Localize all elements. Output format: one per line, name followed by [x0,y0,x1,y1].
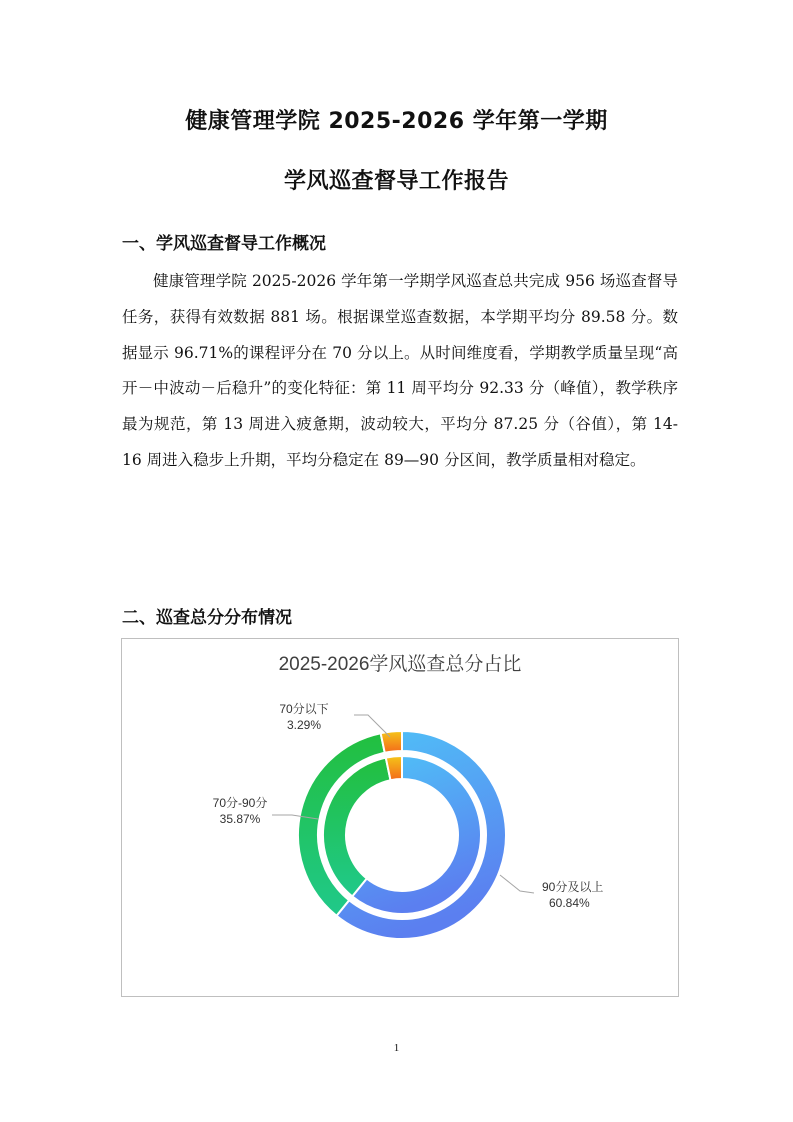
section1-paragraph: 健康管理学院 2025-2026 学年第一学期学风巡查总共完成 956 场巡查督导任务，获得有效数据 881 场。根据课堂巡查数据，本学期平均分 89.58 分。数据显示 96.71%的课程评分在 70 分以上。从时间维度看，学期教学质量呈现“高开－中波动－后稳升”的变化特征：第 11 周平均分 92.33 分（峰值），教学秩序最为规范，第 13 周进入疲惫期，波动较大，平均分 87.25 分（谷值），第 14-16 周进入稳步上升期，平均分稳定在 89—90 分区间，教学质量相对稳定。 [122,272,678,469]
label-category-70-to-90: 70分-90分 [212,796,268,810]
report-title-line1: 健康管理学院 2025-2026 学年第一学期 [185,109,608,134]
label-category-below-70: 70分以下 [279,702,329,716]
donut-chart-canvas [122,639,678,996]
score-distribution-chart [121,638,679,997]
chart-title: 2025-2026学风巡查总分占比 [278,654,522,675]
section2-heading: 二、巡查总分分布情况 [122,608,292,628]
label-value-70-to-90: 35.87% [219,812,261,826]
label-value-below-70: 3.29% [286,718,322,732]
section1-heading: 一、学风巡查督导工作概况 [122,234,326,254]
report-title-line2: 学风巡查督导工作报告 [283,169,509,194]
label-value-90-plus: 60.84% [549,896,590,910]
page-number: 1 [393,1042,400,1054]
slice-below-70-outer [381,731,402,753]
leader-line-90-plus [500,875,534,893]
label-category-90-plus: 90分及以上 [542,880,604,894]
